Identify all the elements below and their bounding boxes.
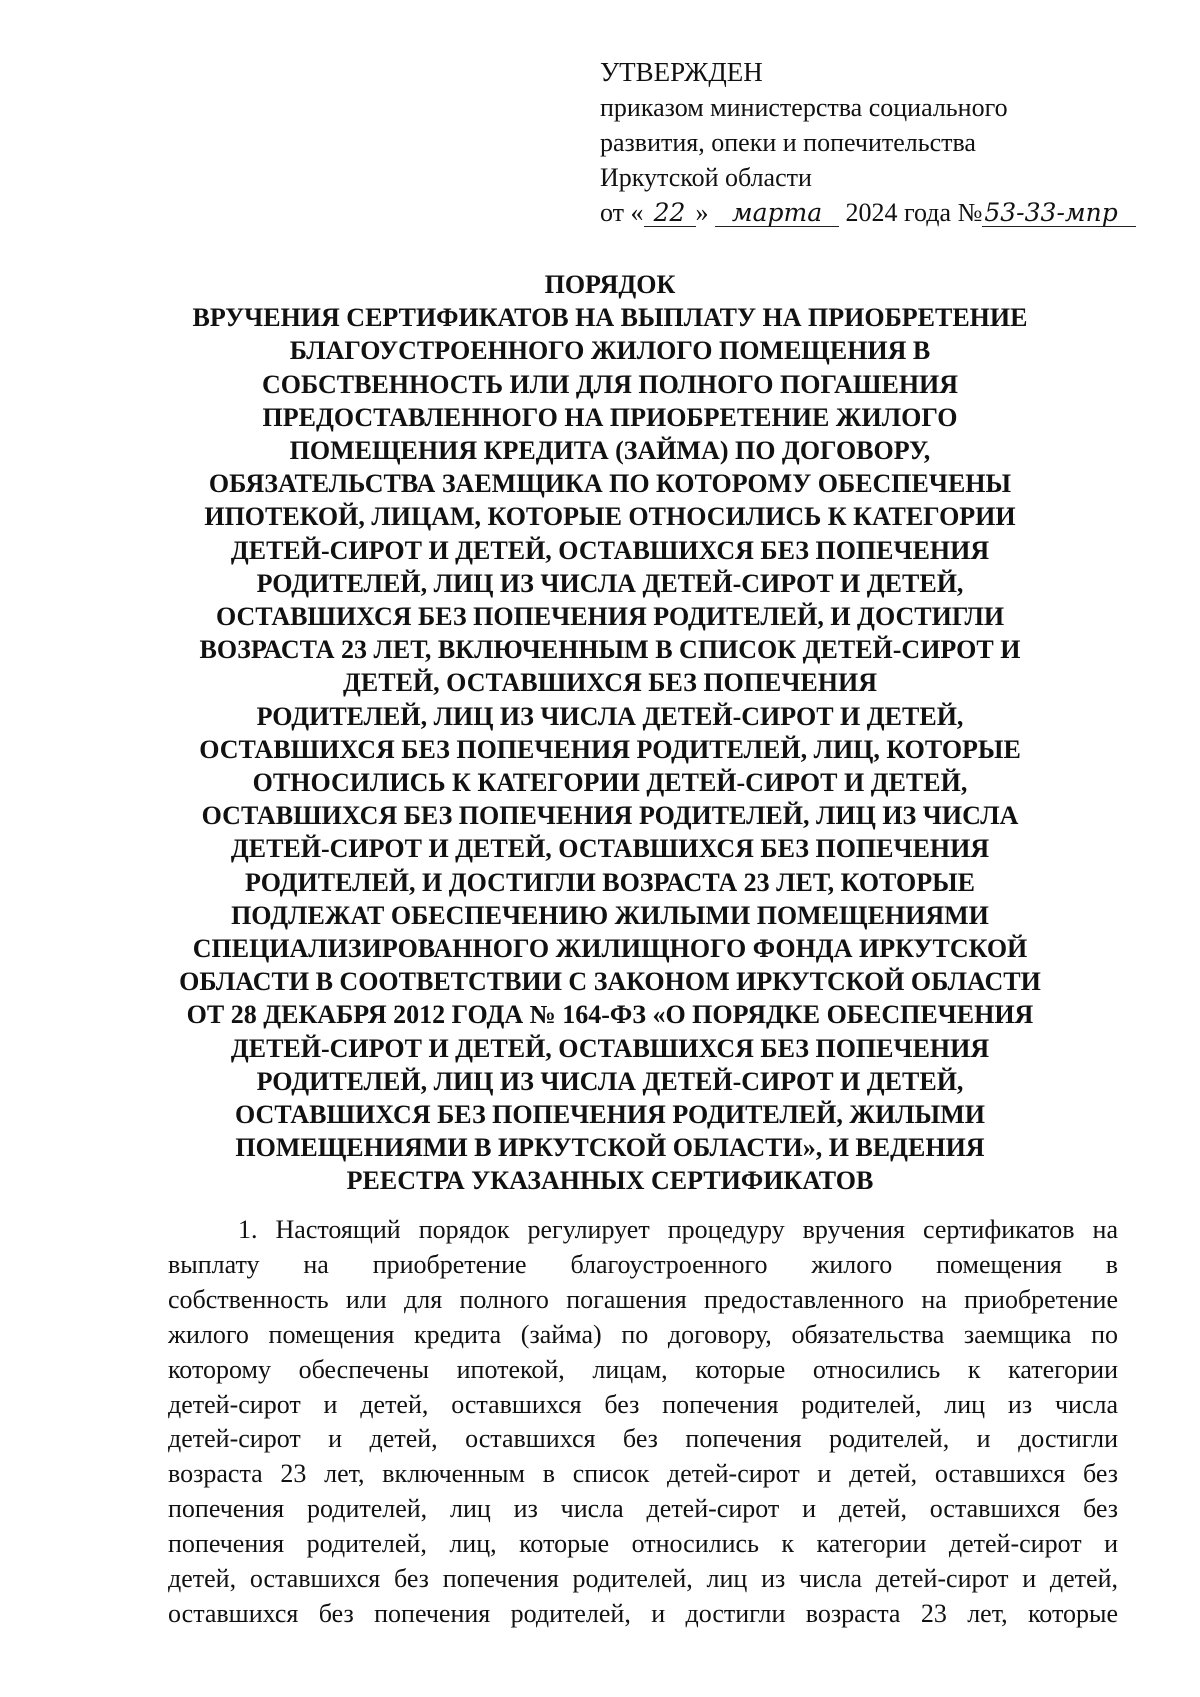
approval-line-2: развития, опеки и попечительства	[600, 128, 976, 157]
paragraph-line: возраста 23 лет, включенным в список детей-сирот и детей, оставшихся без	[168, 1459, 1118, 1489]
approval-line-3: Иркутской области	[600, 163, 812, 192]
paragraph-line: детей, оставшихся без попечения родителей, лиц из числа детей-сирот и детей,	[168, 1564, 1118, 1594]
title-line: ОБЛАСТИ В СООТВЕТСТВИИ С ЗАКОНОМ ИРКУТСКОЙ ОБЛАСТИ	[179, 967, 1041, 997]
approval-stamp-block	[600, 55, 1160, 230]
title-line: ПРЕДОСТАВЛЕННОГО НА ПРИОБРЕТЕНИЕ ЖИЛОГО	[262, 402, 958, 432]
title-line: РОДИТЕЛЕЙ, ЛИЦ ИЗ ЧИСЛА ДЕТЕЙ-СИРОТ И ДЕТЕЙ,	[256, 568, 964, 598]
handwritten-day: 22	[644, 200, 696, 227]
paragraph-line: попечения родителей, лиц из числа детей-сирот и детей, оставшихся без	[168, 1494, 1118, 1524]
title-line: ДЕТЕЙ-СИРОТ И ДЕТЕЙ, ОСТАВШИХСЯ БЕЗ ПОПЕЧЕНИЯ	[230, 834, 990, 864]
paragraph-line: 1. Настоящий порядок регулирует процедуру вручения сертификатов на	[238, 1215, 1118, 1244]
title-line: ПОДЛЕЖАТ ОБЕСПЕЧЕНИЮ ЖИЛЫМИ ПОМЕЩЕНИЯМИ	[231, 900, 989, 930]
title-line: РОДИТЕЛЕЙ, ЛИЦ ИЗ ЧИСЛА ДЕТЕЙ-СИРОТ И ДЕТЕЙ,	[256, 1066, 964, 1096]
date-mid: »	[695, 198, 709, 227]
title-line: ДЕТЕЙ, ОСТАВШИХСЯ БЕЗ ПОПЕЧЕНИЯ	[343, 668, 877, 698]
approval-line-1: приказом министерства социального	[600, 93, 1008, 122]
title-line: ДЕТЕЙ-СИРОТ И ДЕТЕЙ, ОСТАВШИХСЯ БЕЗ ПОПЕЧЕНИЯ	[230, 1033, 990, 1063]
approval-date-line	[600, 195, 1160, 230]
title-line: СОБСТВЕННОСТЬ ИЛИ ДЛЯ ПОЛНОГО ПОГАШЕНИЯ	[261, 369, 959, 399]
title-line: СПЕЦИАЛИЗИРОВАННОГО ЖИЛИЩНОГО ФОНДА ИРКУТСКОЙ	[192, 934, 1028, 964]
document-body-paragraph	[168, 1213, 1118, 1632]
handwritten-order-number: 53-33-мпр	[982, 200, 1136, 227]
paragraph-line: попечения родителей, лиц, которые относились к категории детей-сирот и	[168, 1529, 1118, 1559]
title-line: ВРУЧЕНИЯ СЕРТИФИКАТОВ НА ВЫПЛАТУ НА ПРИОБРЕТЕНИЕ	[192, 303, 1028, 333]
title-line: ОСТАВШИХСЯ БЕЗ ПОПЕЧЕНИЯ РОДИТЕЛЕЙ, ЖИЛЫМИ	[235, 1100, 985, 1130]
title-line: ДЕТЕЙ-СИРОТ И ДЕТЕЙ, ОСТАВШИХСЯ БЕЗ ПОПЕЧЕНИЯ	[230, 535, 990, 565]
paragraph-line: выплату на приобретение благоустроенного жилого помещения в	[168, 1249, 1118, 1279]
paragraph-line: оставшихся без попечения родителей, и достигли возраста 23 лет, которые	[168, 1598, 1118, 1628]
title-line: ОТ 28 ДЕКАБРЯ 2012 ГОДА № 164-ФЗ «О ПОРЯДКЕ ОБЕСПЕЧЕНИЯ	[186, 1000, 1034, 1030]
date-year: 2024 года №	[845, 198, 983, 227]
title-line: ИПОТЕКОЙ, ЛИЦАМ, КОТОРЫЕ ОТНОСИЛИСЬ К КАТЕГОРИИ	[204, 502, 1016, 532]
handwritten-month: марта	[715, 200, 839, 227]
title-line: ПОМЕЩЕНИЯ КРЕДИТА (ЗАЙМА) ПО ДОГОВОРУ,	[289, 436, 931, 466]
title-line: ОСТАВШИХСЯ БЕЗ ПОПЕЧЕНИЯ РОДИТЕЛЕЙ, И ДОСТИГЛИ	[215, 602, 1005, 632]
approval-heading: УТВЕРЖДЕН	[600, 57, 763, 87]
paragraph-line: собственность или для полного погашения предоставленного на приобретение	[168, 1284, 1118, 1314]
title-line: РОДИТЕЛЕЙ, ЛИЦ ИЗ ЧИСЛА ДЕТЕЙ-СИРОТ И ДЕТЕЙ,	[256, 701, 964, 731]
title-line: ПОМЕЩЕНИЯМИ В ИРКУТСКОЙ ОБЛАСТИ», И ВЕДЕНИЯ	[235, 1133, 985, 1163]
paragraph-line: детей-сирот и детей, оставшихся без попечения родителей, и достигли	[168, 1424, 1118, 1454]
paragraph-line: детей-сирот и детей, оставшихся без попечения родителей, лиц из числа	[168, 1389, 1118, 1419]
title-line: РЕЕСТРА УКАЗАННЫХ СЕРТИФИКАТОВ	[346, 1166, 874, 1196]
title-line: ОТНОСИЛИСЬ К КАТЕГОРИИ ДЕТЕЙ-СИРОТ И ДЕТЕЙ,	[252, 768, 968, 798]
title-line: ПОРЯДОК	[544, 270, 676, 299]
title-line: ВОЗРАСТА 23 ЛЕТ, ВКЛЮЧЕННЫМ В СПИСОК ДЕТЕЙ-СИРОТ И	[199, 635, 1021, 665]
title-line: ОСТАВШИХСЯ БЕЗ ПОПЕЧЕНИЯ РОДИТЕЛЕЙ, ЛИЦ ИЗ ЧИСЛА	[201, 801, 1019, 831]
date-prefix: от «	[600, 198, 644, 227]
title-line: ОБЯЗАТЕЛЬСТВА ЗАЕМЩИКА ПО КОТОРОМУ ОБЕСПЕЧЕНЫ	[208, 469, 1012, 499]
paragraph-line: жилого помещения кредита (займа) по договору, обязательства заемщика по	[168, 1319, 1118, 1349]
title-line: ОСТАВШИХСЯ БЕЗ ПОПЕЧЕНИЯ РОДИТЕЛЕЙ, ЛИЦ, КОТОРЫЕ	[199, 734, 1021, 764]
document-title	[120, 268, 1100, 1198]
title-line: БЛАГОУСТРОЕННОГО ЖИЛОГО ПОМЕЩЕНИЯ В	[289, 336, 931, 366]
paragraph-line: которому обеспечены ипотекой, лицам, которые относились к категории	[168, 1354, 1118, 1384]
title-line: РОДИТЕЛЕЙ, И ДОСТИГЛИ ВОЗРАСТА 23 ЛЕТ, КОТОРЫЕ	[244, 867, 976, 897]
